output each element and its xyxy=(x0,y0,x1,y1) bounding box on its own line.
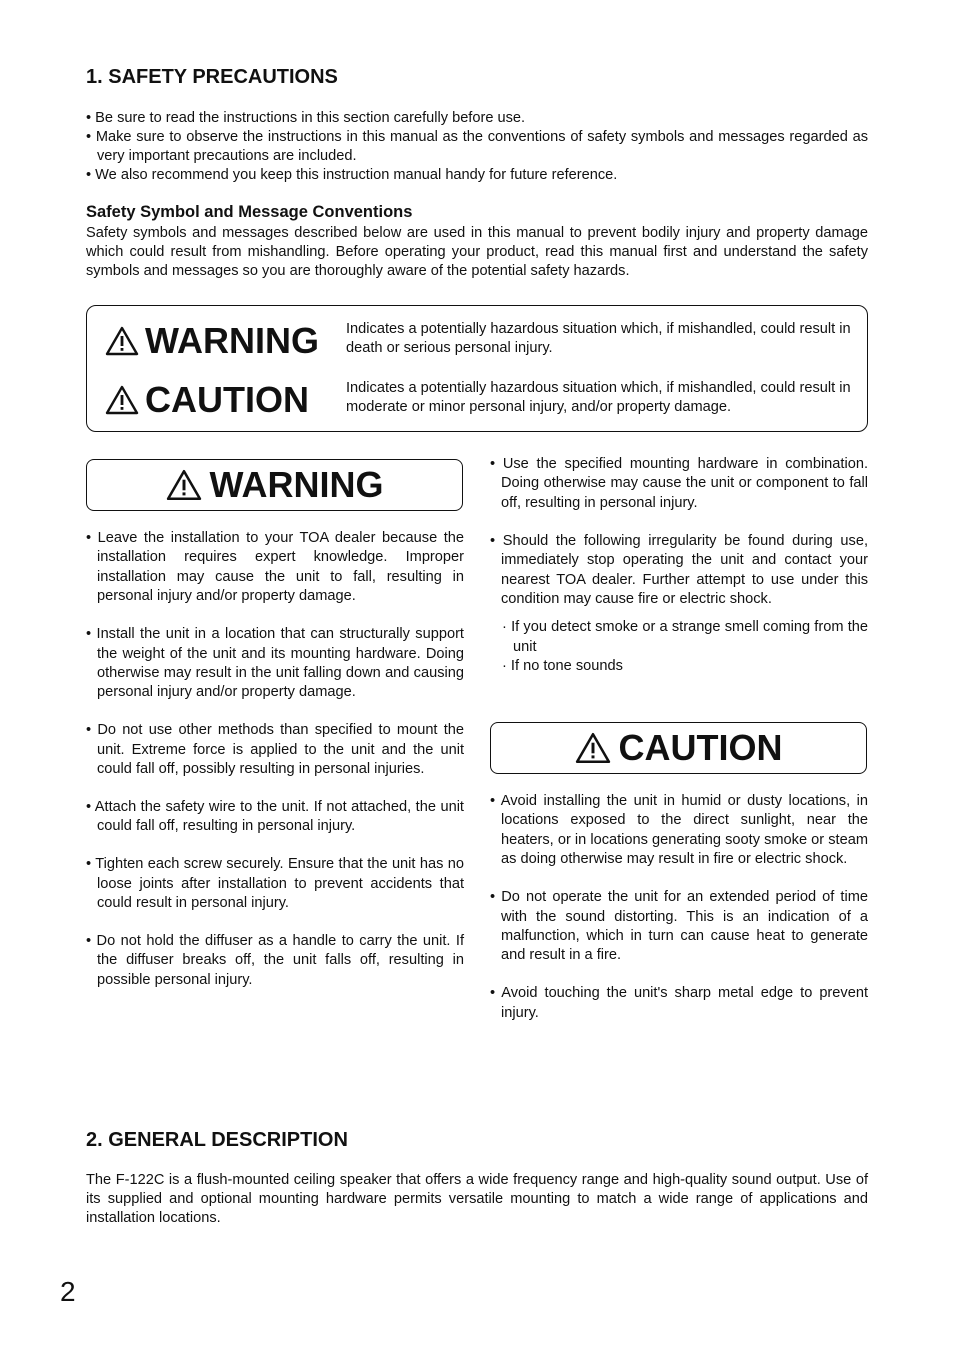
caution-item: • Avoid touching the unit's sharp metal edge to prevent injury. xyxy=(490,985,868,1021)
warning-item: • Attach the safety wire to the unit. If not attached, the unit could fall off, resulting in personal injury. xyxy=(86,798,464,835)
caution-banner-label: CAUTION xyxy=(618,727,783,768)
section-1-heading: 1. SAFETY PRECAUTIONS xyxy=(86,66,338,88)
caution-item: • Do not operate the unit for an extended period of time with the sound distorting. This is an indication of a malfunction, which in turn can cause heat to generate and result in a fire. xyxy=(490,889,868,964)
warning-triangle-icon xyxy=(166,469,202,501)
symbol-legend-box xyxy=(86,305,868,432)
general-description-text: The F-122C is a flush-mounted ceiling speaker that offers a wide frequency range and high-quality sound output. Use of its supplied and optional mounting hardware permits versatile mounting to match a wide range of applications and installation locations. xyxy=(86,1172,868,1226)
conventions-heading: Safety Symbol and Message Conventions xyxy=(86,203,413,221)
warning-item: • Do not use other methods than specified to mount the unit. Extreme force is applied to the unit and the unit could fall off, possibly resulting in personal injuries. xyxy=(86,722,464,778)
caution-triangle-icon xyxy=(575,732,611,764)
legend-warning-desc: Indicates a potentially hazardous situation which, if mishandled, could result in death or serious personal injury. xyxy=(346,321,851,356)
intro-bullets xyxy=(86,109,868,185)
warning-subitem: · If you detect smoke or a strange smell coming from the unit xyxy=(502,619,868,655)
legend-warning-row xyxy=(105,320,319,362)
warning-item: • Do not hold the diffuser as a handle to carry the unit. If the diffuser breaks off, the unit falls off, resulting in possible personal injury. xyxy=(86,933,464,988)
caution-column xyxy=(490,792,868,1042)
warning-subitem: · If no tone sounds xyxy=(502,658,623,675)
warning-item: • Install the unit in a location that can structurally support the weight of the unit and its mounting hardware. Doing otherwise may result in the unit falling down and causing personal injury and/or property damage. xyxy=(86,626,464,701)
warning-item: • Leave the installation to your TOA dealer because the installation requires expert knowledge. Improper installation may cause the unit to fall, resulting in personal injury and/or property damage. xyxy=(86,530,464,605)
intro-bullet: • Be sure to read the instructions in this section carefully before use. xyxy=(86,110,526,126)
warning-banner xyxy=(86,459,463,511)
warning-left-column xyxy=(86,529,464,1009)
legend-caution-label: CAUTION xyxy=(145,379,309,420)
legend-caution-desc: Indicates a potentially hazardous situation which, if mishandled, could result in moderate or minor personal injury, and/or property damage. xyxy=(346,380,851,415)
legend-warning-label: WARNING xyxy=(145,320,319,361)
intro-bullet: • Make sure to observe the instructions in this manual as the conventions of safety symbols and messages regarded as very important precautions are included. xyxy=(86,129,868,164)
warning-item: • Tighten each screw securely. Ensure that the unit has no loose joints after installation to prevent accidents that could result in personal injury. xyxy=(86,856,464,912)
caution-item: • Avoid installing the unit in humid or dusty locations, in locations exposed to the direct sunlight, near the heaters, or in locations generating sooty smoke or steam as doing otherwise may result in fire or electric shock. xyxy=(490,793,868,868)
caution-triangle-icon xyxy=(105,385,139,415)
warning-item: • Use the specified mounting hardware in combination. Doing otherwise may cause the unit or component to fall off, resulting in personal injury. xyxy=(490,456,868,511)
legend-caution-row xyxy=(105,379,309,421)
warning-triangle-icon xyxy=(105,326,139,356)
page-number: 2 xyxy=(60,1276,76,1307)
warning-banner-label: WARNING xyxy=(209,464,384,505)
warning-right-column xyxy=(490,455,868,677)
intro-bullet: • We also recommend you keep this instruction manual handy for future reference. xyxy=(86,167,618,183)
warning-item: • Should the following irregularity be found during use, immediately stop operating the unit and contact your nearest TOA dealer. Further attempt to use under this condition may cause fire or electric shock. xyxy=(490,532,868,607)
conventions-text: Safety symbols and messages described below are used in this manual to prevent bodily injury and property damage which could result from mishandling. Before operating your product, read this manual first and understand the safety symbols and messages so you are thoroughly aware of the potential safety hazards. xyxy=(86,225,868,279)
caution-banner xyxy=(490,722,867,774)
section-2-heading: 2. GENERAL DESCRIPTION xyxy=(86,1129,348,1151)
